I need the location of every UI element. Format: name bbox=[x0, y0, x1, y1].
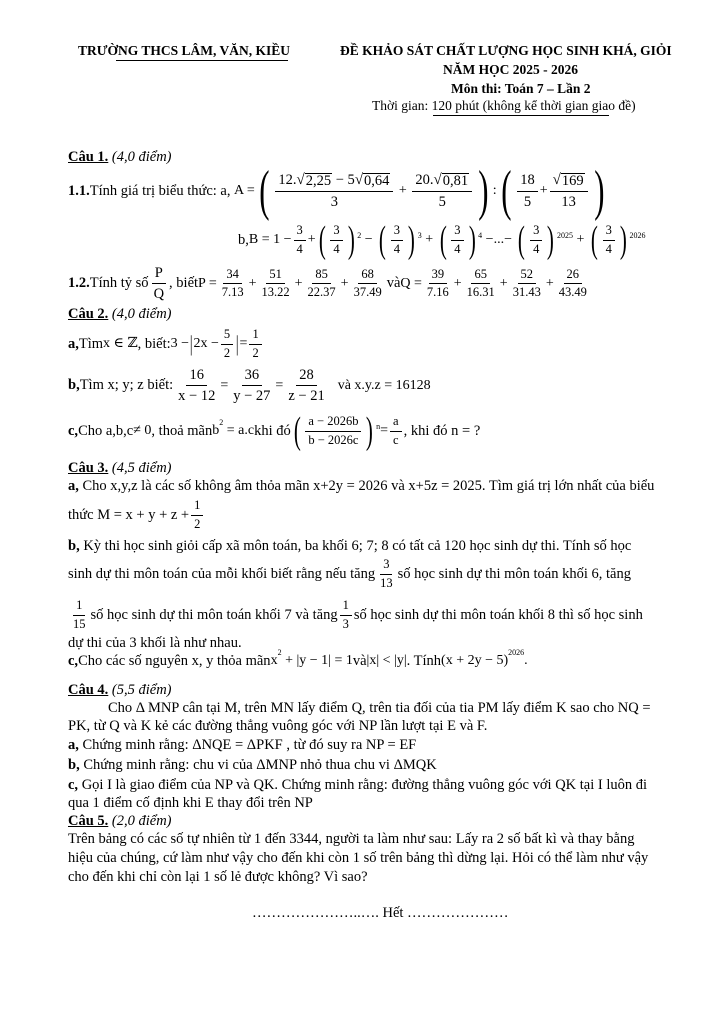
q1-p2-known: , biết bbox=[169, 275, 199, 292]
time-prefix: Thời gian: bbox=[372, 98, 432, 113]
exam-time bbox=[372, 97, 636, 115]
q5-text3: cho đến khi chỉ còn lại 1 số lẻ được không? Vì sao? bbox=[68, 869, 368, 885]
q4-b: b, Chứng minh rằng: chu vi của ΔMNP nhỏ thua chu vi ΔMQK bbox=[68, 757, 437, 773]
q3-b-line3: $\frac{1}{15}$ số học sinh dự thi môn toán khối 7 và tăng $\frac{1}{3}$ số học sinh dự thi môn toán khối 8 thì số học sinh bbox=[73, 598, 643, 631]
q4-intro2: PK, từ Q và K kẻ các đường thẳng vuông góc với NP lần lượt tại E và F. bbox=[68, 718, 488, 734]
frac-a4: √ 169 13 bbox=[550, 171, 588, 211]
q1-b-expr: B = 1 − bbox=[248, 231, 292, 247]
q4-intro: Cho Δ MNP cân tại M, trên MN lấy điểm Q, trên tia đối của tia PM lấy điểm K sao cho NQ = bbox=[108, 700, 651, 716]
school-underline bbox=[116, 60, 288, 61]
q1-p2-and: và bbox=[386, 275, 401, 292]
q3-points: (4,5 điểm) bbox=[108, 460, 172, 476]
expr-a-lhs: A = bbox=[230, 182, 255, 198]
paren-left: ( bbox=[258, 160, 270, 222]
q1-p2-label: 1.2. bbox=[68, 275, 90, 292]
q3-title: Câu 3. bbox=[68, 460, 109, 476]
frac-a2: 20. √ 0,81 5 bbox=[412, 171, 472, 211]
q1-points: (4,0 điểm) bbox=[108, 149, 172, 165]
q5-points: (2,0 điểm) bbox=[108, 813, 172, 829]
q1-p2-text: Tính tỷ số bbox=[89, 275, 149, 292]
q3-b-line1: b, Kỳ thi học sinh giỏi cấp xã môn toán, ba khối 6; 7; 8 có tất cả 120 học sinh dự thi. Tính số học bbox=[68, 538, 632, 554]
q2-c: c, Cho a,b,c ≠ 0 , thoả mãn $b^2 = a.c$ khi đó ( $\frac{a - 2026b}{b - 2026c}$ ) $^n$ = $\frac{a}{c}$ , khi đó n = ? bbox=[68, 410, 481, 452]
q3-a-line2: thức M = x + y + z + $\frac{1}{2}$ bbox=[68, 498, 205, 532]
q5-heading bbox=[68, 812, 172, 831]
time-underline bbox=[433, 115, 609, 116]
q1-p1-text: Tính giá trị biểu thức: a, bbox=[89, 182, 231, 199]
exam-year: NĂM HỌC 2025 - 2026 bbox=[443, 62, 578, 77]
q3-b-line4: dự thi của 3 khối là như nhau. bbox=[68, 635, 242, 651]
q3-b-line2: sinh dự thi môn toán của mỗi khối biết rằng nếu tăng $\frac{3}{13}$ số học sinh dự thi môn toán khối 6, tăng bbox=[68, 557, 631, 590]
q5-title: Câu 5. bbox=[68, 813, 109, 829]
q2-b: b, Tìm x; y; z biết: $\frac{16}{x - 12}$ = $\frac{36}{y - 27}$ = $\frac{28}{z - 21}$ và x.y.z = 16128 bbox=[68, 367, 431, 405]
q5-text2: hiệu của chúng, cứ làm như vậy cho đến khi còn 1 số trên bảng thì dừng lại. Hỏi có thể làm như vậy bbox=[68, 850, 649, 866]
paren-right: ) bbox=[478, 160, 489, 222]
q4-heading bbox=[68, 681, 172, 700]
q3-c: c, Cho các số nguyên x, y thỏa mãn $x^2 + |y - 1| = 1$ và |x| < |y| . Tính $(x + 2y - 5)^{2026}$. bbox=[68, 648, 528, 669]
q1-part1-a: 1.1. Tính giá trị biểu thức: a, A = ( 12. √ 2,25 − 5 √ 0,64 3 + 20. √ 0,81 5 ) : ( $\frac{18}{5}$ + √ 169 13 ) bbox=[68, 160, 605, 222]
end-marker: …………………..…. Hết ………………… bbox=[252, 905, 509, 921]
q1-b-prefix: b, bbox=[238, 231, 249, 248]
school-name: TRƯỜNG THCS LÂM, VĂN, KIỀU bbox=[78, 43, 291, 58]
q2-a: a, Tìm x ∈ ℤ , biết: 3 − | 2x − $\frac{5}{2}$ | = $\frac{1}{2}$ bbox=[68, 327, 264, 361]
exam-subject: Môn thi: Toán 7 – Lần 2 bbox=[451, 81, 591, 96]
q2-points: (4,0 điểm) bbox=[108, 306, 172, 322]
q1-part1-b: b, B = 1 − $\frac{3}{4}$ + ( $\frac{3}{4}$ ) $^2$ − ( $\frac{3}{4}$ ) $^3$ + ( $\frac{3}{4}$ ) $^4$ −...− ( $\frac{3}{4}$ ) $^{2025}$ + ( $\frac{3}{4}$ ) $^{2026}$ bbox=[238, 219, 646, 261]
q4-points: (5,5 điểm) bbox=[108, 682, 172, 698]
frac-a3: $\frac{18}{5}$ bbox=[517, 171, 538, 210]
q1-part2: 1.2. Tính tỷ số $\frac{P}{Q}$ , biết P = $\frac{34}{7.13}$ + $\frac{51}{13.22}$ + $\frac{85}{22.37}$ + $\frac{68}{37.49}$ và Q = $\frac{39}{7.16}$ + $\frac{65}{16.31}$ + $\frac{52}{31.43}$ + $\frac{26}{43.49}$ bbox=[68, 265, 587, 303]
q4-a: a, Chứng minh rằng: ΔNQE = ΔPKF , từ đó suy ra NP = EF bbox=[68, 737, 417, 753]
q4-c2: qua 1 điểm cố định khi E thay đổi trên NP bbox=[68, 795, 313, 811]
q4-c: c, Gọi I là giao điểm của NP và QK. Chứng minh rằng: đường thẳng vuông góc với QK tại I luôn đi bbox=[68, 777, 648, 793]
q1-p1-label: 1.1. bbox=[68, 182, 90, 199]
q3-a-line1: a, Cho x,y,z là các số không âm thỏa mãn x+2y = 2026 và x+5z = 2025. Tìm giá trị lớn nhất của biểu bbox=[68, 478, 655, 494]
q2-heading bbox=[68, 305, 172, 324]
q1-title: Câu 1. bbox=[68, 149, 109, 165]
q4-title: Câu 4. bbox=[68, 682, 109, 698]
q3-heading bbox=[68, 459, 172, 478]
exam-title: ĐỀ KHẢO SÁT CHẤT LƯỢNG HỌC SINH KHÁ, GIỎI bbox=[340, 43, 672, 58]
q5-text1: Trên bảng có các số tự nhiên từ 1 đến 3344, người ta làm như sau: Lấy ra 2 số bất kì và thay bằng bbox=[68, 831, 635, 847]
time-value: 120 phút (không kể thời gian giao đề) bbox=[431, 98, 636, 113]
frac-a1: 12. √ 2,25 − 5 √ 0,64 3 bbox=[275, 171, 393, 211]
q2-title: Câu 2. bbox=[68, 306, 109, 322]
